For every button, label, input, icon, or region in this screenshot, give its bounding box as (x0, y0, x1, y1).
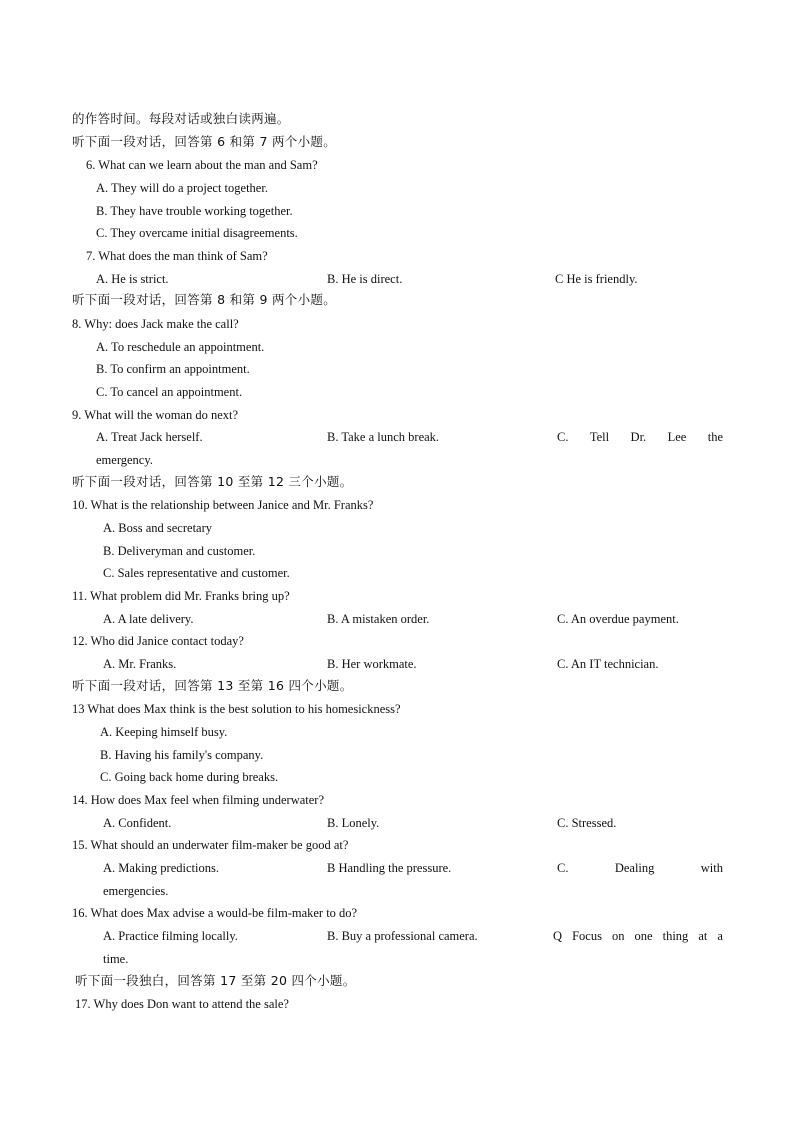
question-14-option-c: C. Stressed. (557, 816, 617, 830)
question-14-stem: 14. How does Max feel when filming underwater? (72, 793, 325, 807)
question-10-stem: 10. What is the relationship between Janice and Mr. Franks? (72, 498, 374, 512)
question-13-option-c: C. Going back home during breaks. (100, 770, 279, 784)
section-header-1: 听下面一段对话，回答第 6 和第 7 两个小题。 (72, 134, 336, 149)
question-16-stem: 16. What does Max advise a would-be film-maker to do? (72, 906, 358, 920)
question-16-option-c-continued: time. (103, 952, 129, 966)
word: the (707, 430, 723, 444)
question-14-option-a: A. Confident. (103, 816, 172, 830)
question-10-option-a: A. Boss and secretary (103, 521, 212, 535)
question-8-stem: 8. Why: does Jack make the call? (72, 317, 239, 331)
question-15-option-b: B Handling the pressure. (327, 861, 452, 875)
question-6-option-b: B. They have trouble working together. (96, 204, 293, 218)
question-8-option-c: C. To cancel an appointment. (96, 385, 243, 399)
question-13-option-b: B. Having his family's company. (100, 748, 264, 762)
question-7-option-c: C He is friendly. (555, 272, 638, 286)
question-13-stem: 13 What does Max think is the best solution to his homesickness? (72, 702, 401, 716)
question-16-option-b: B. Buy a professional camera. (327, 929, 478, 943)
question-9-stem: 9. What will the woman do next? (72, 408, 239, 422)
question-15-option-a: A. Making predictions. (103, 861, 219, 875)
question-12-option-c: C. An IT technician. (557, 657, 659, 671)
question-14-option-b: B. Lonely. (327, 816, 380, 830)
question-11-option-b: B. A mistaken order. (327, 612, 430, 626)
word: Tell (589, 430, 610, 444)
question-15-option-c (557, 860, 723, 876)
question-11-option-c: C. An overdue payment. (557, 612, 679, 626)
question-9-option-c-continued: emergency. (96, 453, 153, 467)
question-12-option-b: B. Her workmate. (327, 657, 417, 671)
word: one (634, 929, 653, 943)
word: C. (557, 430, 569, 444)
question-7-stem: 7. What does the man think of Sam? (86, 249, 268, 263)
question-9-option-c (557, 429, 723, 445)
section-header-2: 听下面一段对话，回答第 8 和第 9 两个小题。 (72, 292, 336, 307)
question-9-option-a: A. Treat Jack herself. (96, 430, 203, 444)
question-8-option-a: A. To reschedule an appointment. (96, 340, 265, 354)
word: a (717, 929, 723, 943)
question-11-option-a: A. A late delivery. (103, 612, 194, 626)
intro-tail: 的作答时间。每段对话或独白读两遍。 (72, 111, 290, 126)
question-17-stem: 17. Why does Don want to attend the sale? (75, 997, 289, 1011)
question-10-option-b: B. Deliveryman and customer. (103, 544, 256, 558)
question-9-option-b: B. Take a lunch break. (327, 430, 440, 444)
question-12-stem: 12. Who did Janice contact today? (72, 634, 244, 648)
word: Lee (667, 430, 687, 444)
word: on (611, 929, 625, 943)
word: C. (557, 861, 569, 875)
word: Focus (572, 929, 602, 943)
word: Dr. (630, 430, 647, 444)
question-11-stem: 11. What problem did Mr. Franks bring up? (72, 589, 290, 603)
question-15-option-c-continued: emergencies. (103, 884, 169, 898)
section-header-3: 听下面一段对话，回答第 10 至第 12 三个小题。 (72, 474, 353, 489)
question-6-option-c: C. They overcame initial disagreements. (96, 226, 298, 240)
question-13-option-a: A. Keeping himself busy. (100, 725, 228, 739)
question-12-option-a: A. Mr. Franks. (103, 657, 177, 671)
word: thing (662, 929, 689, 943)
question-10-option-c: C. Sales representative and customer. (103, 566, 290, 580)
question-8-option-b: B. To confirm an appointment. (96, 362, 250, 376)
section-header-4: 听下面一段对话，回答第 13 至第 16 四个小题。 (72, 678, 353, 693)
question-7-option-b: B. He is direct. (327, 272, 403, 286)
word: Q (553, 929, 563, 943)
question-6-stem: 6. What can we learn about the man and Sam? (86, 158, 318, 172)
word: with (700, 861, 723, 875)
question-16-option-a: A. Practice filming locally. (103, 929, 238, 943)
word: Dealing (614, 861, 655, 875)
word: at (698, 929, 708, 943)
question-6-option-a: A. They will do a project together. (96, 181, 268, 195)
section-header-5: 听下面一段独白，回答第 17 至第 20 四个小题。 (75, 973, 356, 988)
question-7-option-a: A. He is strict. (96, 272, 169, 286)
question-16-option-c (553, 928, 723, 944)
question-15-stem: 15. What should an underwater film-maker be good at? (72, 838, 349, 852)
